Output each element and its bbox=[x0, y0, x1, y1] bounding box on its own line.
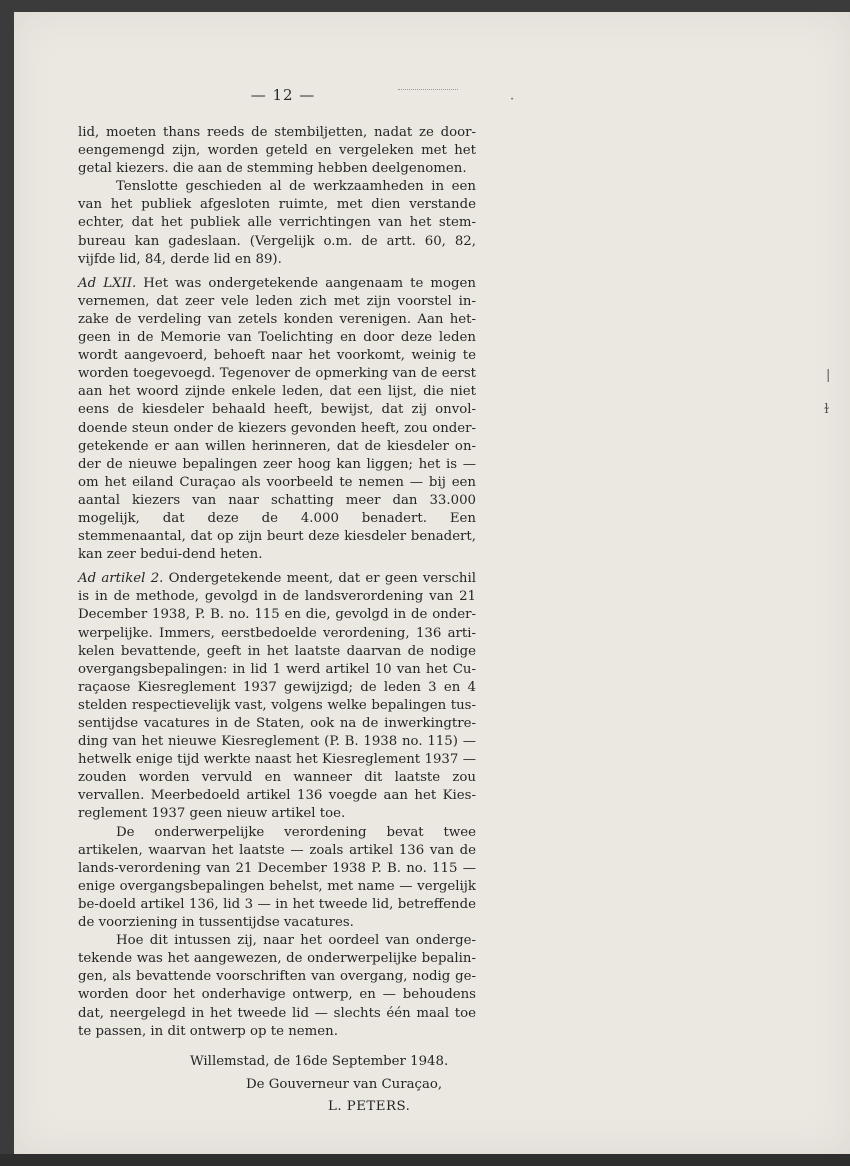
paragraph: Tenslotte geschieden al de werkzaamheden in een van het publiek afgesloten ruimte, met dien verstande echter, dat het publiek alle verrichtingen van het stem-bureau kan gadeslaan. (Vergelijk o.m. de artt. 60, 82, vijfde lid, 84, derde lid en 89). bbox=[78, 179, 476, 267]
paragraph: Ad LXII. Het was ondergetekende aangenaam te mogen vernemen, dat zeer vele leden zich met zijn voorstel in-zake de verdeling van zetels konden verenigen. Aan het-geen in de Memorie van Toelichting en door deze leden wordt aangevoerd, behoeft naar het voorkomt, weinig te worden toegevoegd. Tegenover de opmerking van de eerst aan het woord zijnde enkele leden, dat een lijst, die niet eens de kiesdeler behaald heeft, bewijst, dat zij onvol-doende steun onder de kiezers gevonden heeft, zou onder-getekende er aan willen herinneren, dat de kiesdeler on-der de nieuwe bepalingen zeer hoog kan liggen; het is — om het eiland Curaçao als voorbeeld te nemen — bij een aantal kiezers van naar schatting meer dan 33.000 mogelijk, dat deze de 4.000 benadert. Een stemmenaantal, dat op zijn beurt deze kiesdeler benadert, kan zeer bedui-dend heten. bbox=[78, 275, 476, 563]
signatory-title: De Gouverneur van Curaçao, bbox=[246, 1077, 443, 1092]
section-heading: Ad LXII. bbox=[78, 275, 137, 291]
margin-mark: | bbox=[826, 368, 831, 383]
paragraph: lid, moeten thans reeds de stembiljetten, nadat ze door-eengemengd zijn, worden geteld en vergeleken met het getal kiezers. die aan de stemming hebben deelgenomen. bbox=[78, 125, 476, 177]
scan-edge bbox=[0, 1154, 850, 1166]
signatory-name: L. PETERS. bbox=[328, 1099, 411, 1114]
margin-mark: ɫ bbox=[824, 402, 829, 417]
paragraph: Hoe dit intussen zij, naar het oordeel van onderge-tekende was het aangewezen, de onderwerpelijke bepalin-gen, als bevattende voorschriften van overgang, nodig ge-worden door het onderhavige ontwerp, en — behoudens dat, neergelegd in het tweede lid — slechts één maal toe te passen, in dit ontwerp op te nemen. bbox=[78, 933, 476, 1039]
page-number: — 12 — bbox=[250, 86, 316, 104]
section-heading: Ad artikel 2. bbox=[78, 571, 164, 587]
body-text bbox=[78, 124, 476, 1041]
paragraph: Ad artikel 2. Ondergetekende meent, dat er geen verschil is in de methode, gevolgd in de landsverordening van 21 December 1938, P. B. no. 115 en die, gevolgd in de onder-werpelijke. Immers, eerstbedoelde verordening, 136 arti-kelen bevattende, geeft in het laatste daarvan de nodige overgangsbepalingen: in lid 1 werd artikel 10 van het Cu-raçaose Kiesreglement 1937 gewijzigd; de leden 3 en 4 stelden respectievelijk vast, volgens welke bepalingen tus-sentijdse vacatures in de Staten, ook na de inwerkingtre-ding van het nieuwe Kiesreglement (P. B. 1938 no. 115) — hetwelk enige tijd werkte naast het Kiesreglement 1937 — zouden worden vervuld en wanneer dit laatste zou vervallen. Meerbedoeld artikel 136 voegde aan het Kies-reglement 1937 geen nieuw artikel toe. bbox=[78, 571, 476, 822]
place-date: Willemstad, de 16de September 1948. bbox=[190, 1054, 449, 1069]
paragraph: De onderwerpelijke verordening bevat twee artikelen, waarvan het laatste — zoals artikel 136 van de lands-verordening van 21 December 1938 P. B. no. 115 — enige overgangsbepalingen behelst, met name — vergelijk be-doeld artikel 136, lid 3 — in het tweede lid, betreffende de voorziening in tussentijdse vacatures. bbox=[78, 824, 476, 931]
page-smudge bbox=[398, 89, 458, 91]
ink-dot: · bbox=[510, 92, 515, 107]
